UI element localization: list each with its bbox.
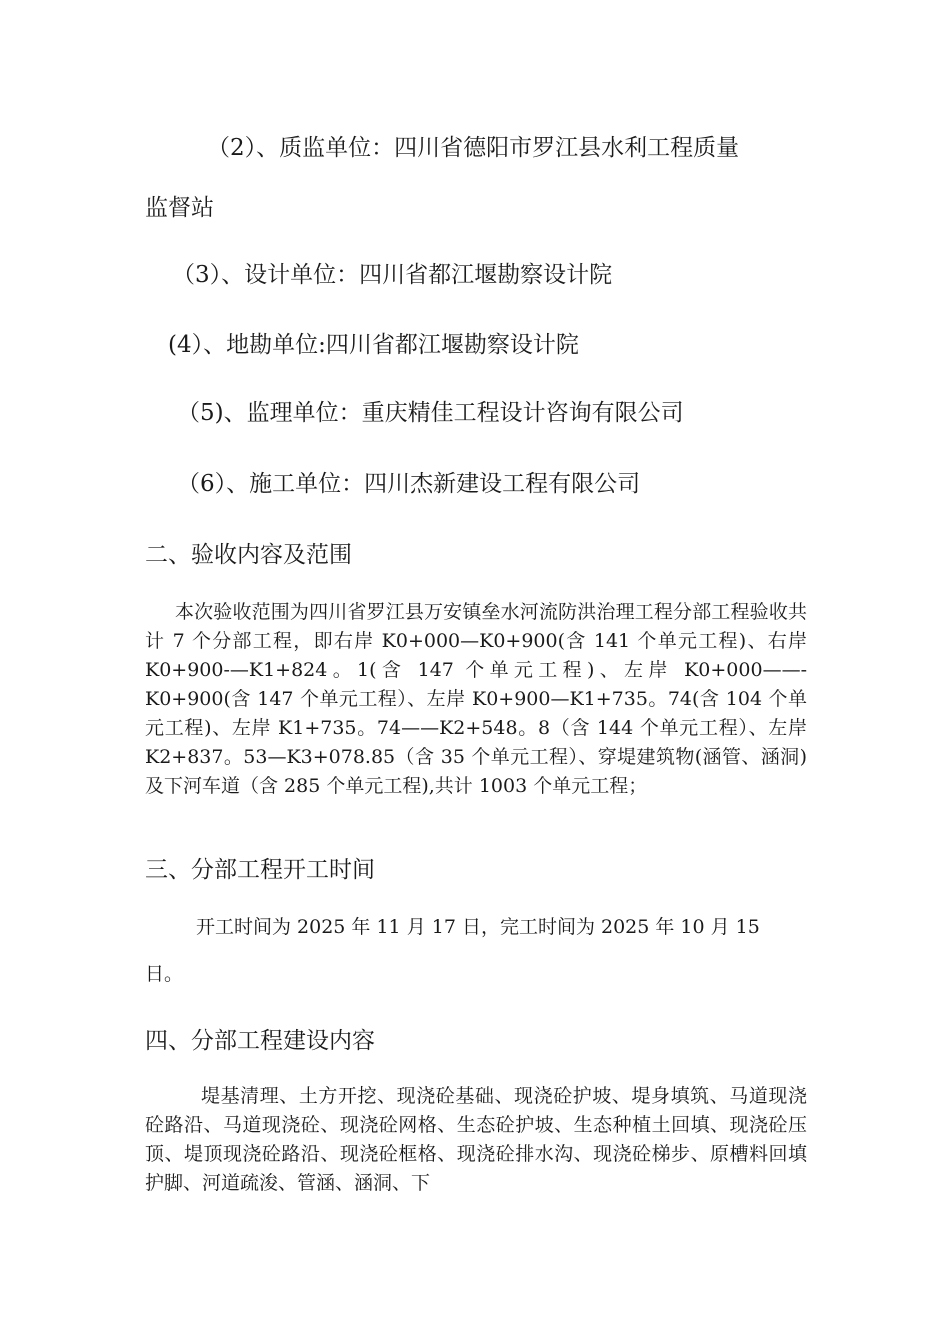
section-3-body-line2: 日。 <box>145 963 184 985</box>
unit-design: （3）、设计单位：四川省都江堰勘察设计院 <box>172 262 613 288</box>
section-3-body-line1: 开工时间为 2025 年 11 月 17 日，完工时间为 2025 年 10 月 15 <box>196 916 760 938</box>
unit-quality-supervision-line2: 监督站 <box>145 195 214 221</box>
unit-supervision: （5)、监理单位：重庆精佳工程设计咨询有限公司 <box>177 400 684 426</box>
section-4-body <box>145 1082 807 1198</box>
section-4-heading: 四、分部工程建设内容 <box>145 1028 375 1054</box>
unit-survey: (4）、地勘单位:四川省都江堰勘察设计院 <box>168 332 579 358</box>
unit-quality-supervision-line1: （2）、质监单位：四川省德阳市罗江县水利工程质量 <box>207 135 740 161</box>
section-4-paragraph: 堤基清理、土方开挖、现浇砼基础、现浇砼护坡、堤身填筑、马道现浇砼路沿、马道现浇砼、现浇砼网格、生态砼护坡、生态种植土回填、现浇砼压顶、堤顶现浇砼路沿、现浇砼框格、现浇砼排水沟、现浇砼梯步、原槽料回填护脚、河道疏浚、管涵、涵洞、下 <box>145 1085 807 1194</box>
section-2-paragraph: 本次验收范围为四川省罗江县万安镇垒水河流防洪治理工程分部工程验收共计 7 个分部工程，即右岸 K0+000—K0+900(含 141 个单元工程)、右岸 K0+900-—K1+824。1(含 147 个单元工程)、左岸 K0+000——-K0+900(含 147 个单元工程）、左岸 K0+900—K1+735。74(含 104 个单元工程)、左岸 K1+735。74——K2+548。8（含 144 个单元工程）、左岸 K2+837。53—K3+078.85（含 35 个单元工程）、穿堤建筑物(涵管、涵洞)及下河车道（含 285 个单元工程),共计 1003 个单元工程； <box>145 601 807 797</box>
section-2-heading: 二、验收内容及范围 <box>145 542 352 568</box>
section-2-body <box>145 598 807 801</box>
section-3-heading: 三、分部工程开工时间 <box>145 857 375 883</box>
unit-construction: （6）、施工单位：四川杰新建设工程有限公司 <box>177 471 641 497</box>
